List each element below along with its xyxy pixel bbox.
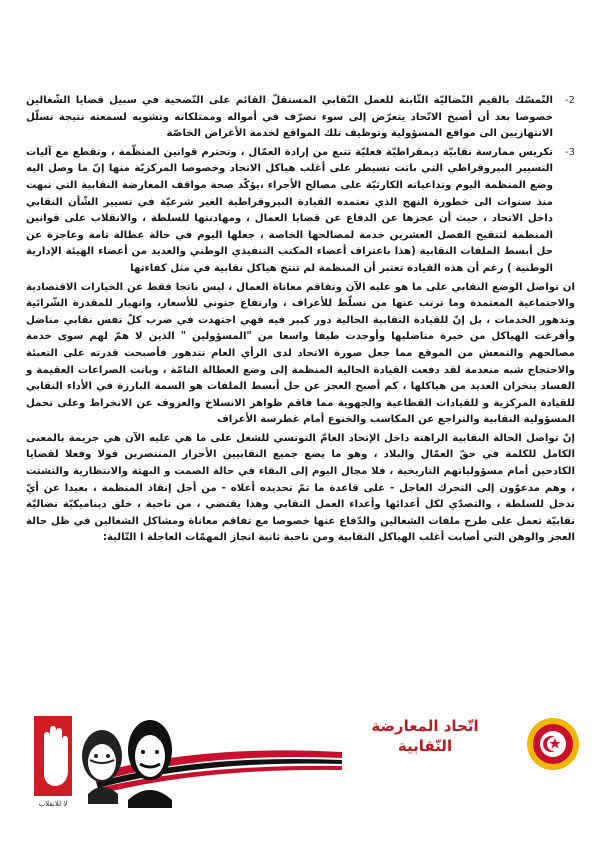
org-name xyxy=(370,716,480,756)
body-text xyxy=(26,93,575,549)
item-text: تكريس ممارسة نقابيّة ديمقراطيّة فعليّة تنبع من إرادة العمّال ، وتحترم قوانين المنظّمة ، وتقطع مع آليات التسيير البيروقراطي التي باتت تسيطر على أغلب هياكل الاتحاد وخصوصا المركزيّة منها إنّ ما وصل اليه وضع المنظمة اليوم وتداعياته الكارثيّة على مصالح الأجراء ،يؤكّد صحة مواقف المعارضة النقابية التي نبهت منذ سنوات الى خطورة النهج الذي تعتمده القيادة البيروقراطية الغير شرعيّة في تسيير الشّأن النقابي داخل الاتحاد ، حيث أن عجزها عن الدفاع عن قضايا العمال ، ومهادنتها للسلطة ، والانقلاب على قوانين المنظمة لتنقيح الفصل العشرين خدمة لمصالحها الخاصة ، جعلها اليوم في حالة عطالة تامة وعاجزة عن حل أبسط الملفات النقابية (هذا باعتراف أعضاء المكتب التنفيذي الوطني والعديد من أعضاء الهيئة الإدارية الوطنية ) رغم أن هذه القيادة تعتبر أن المنظمة لم تنتج هياكل نقابية في مثل كفاءتها xyxy=(26,146,553,274)
paragraph-text: إنّ تواصل الحالة النقابية الراهنة داخل الإتحاد العامّ التونسي للشغل على ما هي عليه الآن هي جريمة بالمعنى الكامل للكلمة في حقّ العمّال والبلاد ، وهو ما يضع جميع النقابيين الأحرار المنتصرين قولا وفعلا لقضايا الكادحين أمام مسؤولياتهم التاريخية ، فلا مجال اليوم إلى البقاء في حالة الصمت و البهتة والانتظارية والتشتت ، وهم مدعوّون إلى التحرك العاجل - على قاعدة ما تمّ تحديده أعلاه - من أجل إنقاذ المنظمة ، بعيدا عن أيّ تدخل للسلطة ، والتصدّي لكل أعدائها وأعداء العمل النقابي وهذا يقتضي ، من ناحية ، خلق ديناميكيّة نضاليّة نقابيّة تعمل على طرح ملفات الشغالين والدّفاع عنها خصوصا مع تفاقم معاناة ومشاكل الشغالين في ظل حالة العجز والوهن التي أصابت أغلب الهياكل النقابية ومن ناحية ثانية انجاز المهمّات العاجلة ا التّالية: xyxy=(26,432,575,544)
portrait-image xyxy=(82,730,122,804)
stop-caption: لا للانقلاب xyxy=(38,800,68,808)
item-number: -2 xyxy=(565,95,575,106)
stop-hand-icon xyxy=(34,716,72,796)
paragraph-text: ان تواصل الوضع النقابي على ما هو عليه الآن وتفاقم معاناة العمال ، ليس ناتجا فقط عن الخيارات الاقتصادية والاجتماعية المعتمدة وما ترتب عنها من تسلّط للأعراف ، وارتفاع جنوني للأسعار، وانهيار للمقدرة الشّرائية وتدهور الخدمات ، بل إنّ للقيادة النقابية الحالية دور كبير فيه فهي اجتهدت في ضرب كلّ نفس نقابي مناضل وأفرغت الهياكل من خيرة مناضليها وأوجدت طيفا واسعا من "المسؤولين " الذين لا همّ لهم سوى خدمة مصالحهم والتمعش من الموقع مما جعل صورة الاتحاد لدى الرأي العام تتدهور فأصبحت قدرته على التعبئة والاحتجاج شبه منعدمة لقد دفعت القيادة الحالية المنظمة إلى وضع العطالة التامّة ، وباتت الصراعات العقيمة و الفساد ينخران العديد من هياكلها ، كم أصبح العجز عن حل أبسط الملفات هو السمة البارزة في الأداء النقابي للقيادة المركزية و للقيادات القطاعية والجهوية مما فاقم ظواهر الانسلاخ والعزوف عن الانخراط وعلى تحمل المسؤولية النقابية والتراجع عن المكاسب والخنوع أمام غطرسة الأعراف xyxy=(26,281,575,426)
portrait-image xyxy=(128,720,172,808)
union-logo-icon xyxy=(481,710,581,778)
list-item xyxy=(26,145,575,278)
paragraph xyxy=(26,431,575,547)
footer-banner xyxy=(32,704,342,820)
list-item xyxy=(26,93,575,143)
item-number: -3 xyxy=(565,146,575,158)
paragraph xyxy=(26,280,575,429)
org-name-line: اتّحاد المعارضة xyxy=(371,717,479,735)
org-name-line: النّقابية xyxy=(397,737,453,755)
item-text: التّمسّك بالقيم النّضاليّة الثّابتة للعمل النّقابي المستقلّ القائم على التّضحية في سبيل قضايا الشّغالين خصوصا بعد أن أصبح الاتّحاد يتعرّض إلى سوء تصرّف في أمواله وممتلكاته وتشويه لسمعته نتيجة تسلّل الانتهازيين الى مواقع المسؤولية وتوظيف تلك المواقع لخدمة الأغراض الخاصّة xyxy=(26,95,553,140)
